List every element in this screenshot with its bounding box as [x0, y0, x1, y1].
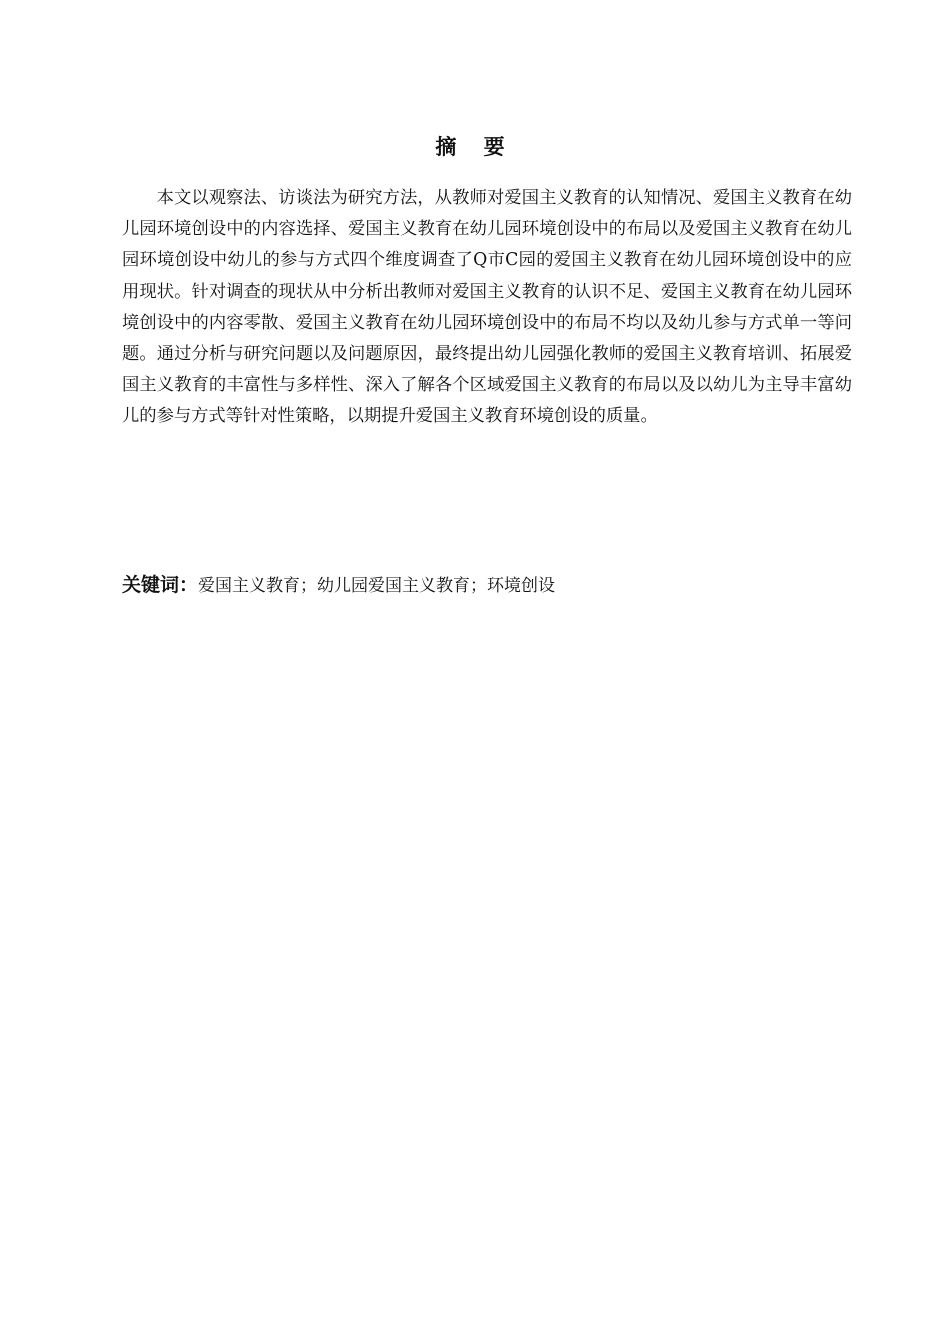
- abstract-body: 本文以观察法、访谈法为研究方法，从教师对爱国主义教育的认知情况、爱国主义教育在幼儿园环境创设中的内容选择、爱国主义教育在幼儿园环境创设中的布局以及爱国主义教育在幼儿园环境创设中幼儿的参与方式四个维度调查了Q市C园的爱国主义教育在幼儿园环境创设中的应用现状。针对调查的现状从中分析出教师对爱国主义教育的认识不足、爱国主义教育在幼儿园环境创设中的内容零散、爱国主义教育在幼儿园环境创设中的布局不均以及幼儿参与方式单一等问题。通过分析与研究问题以及问题原因，最终提出幼儿园强化教师的爱国主义教育培训、拓展爱国主义教育的丰富性与多样性、深入了解各个区域爱国主义教育的布局以及以幼儿为主导丰富幼儿的参与方式等针对性策略，以期提升爱国主义教育环境创设的质量。: [122, 188, 852, 427]
- abstract-title: 摘 要: [435, 135, 515, 159]
- keywords-line: [122, 569, 852, 602]
- keywords-label: 关键词：: [122, 574, 199, 596]
- keywords-text: 爱国主义教育；幼儿园爱国主义教育；环境创设: [198, 576, 556, 596]
